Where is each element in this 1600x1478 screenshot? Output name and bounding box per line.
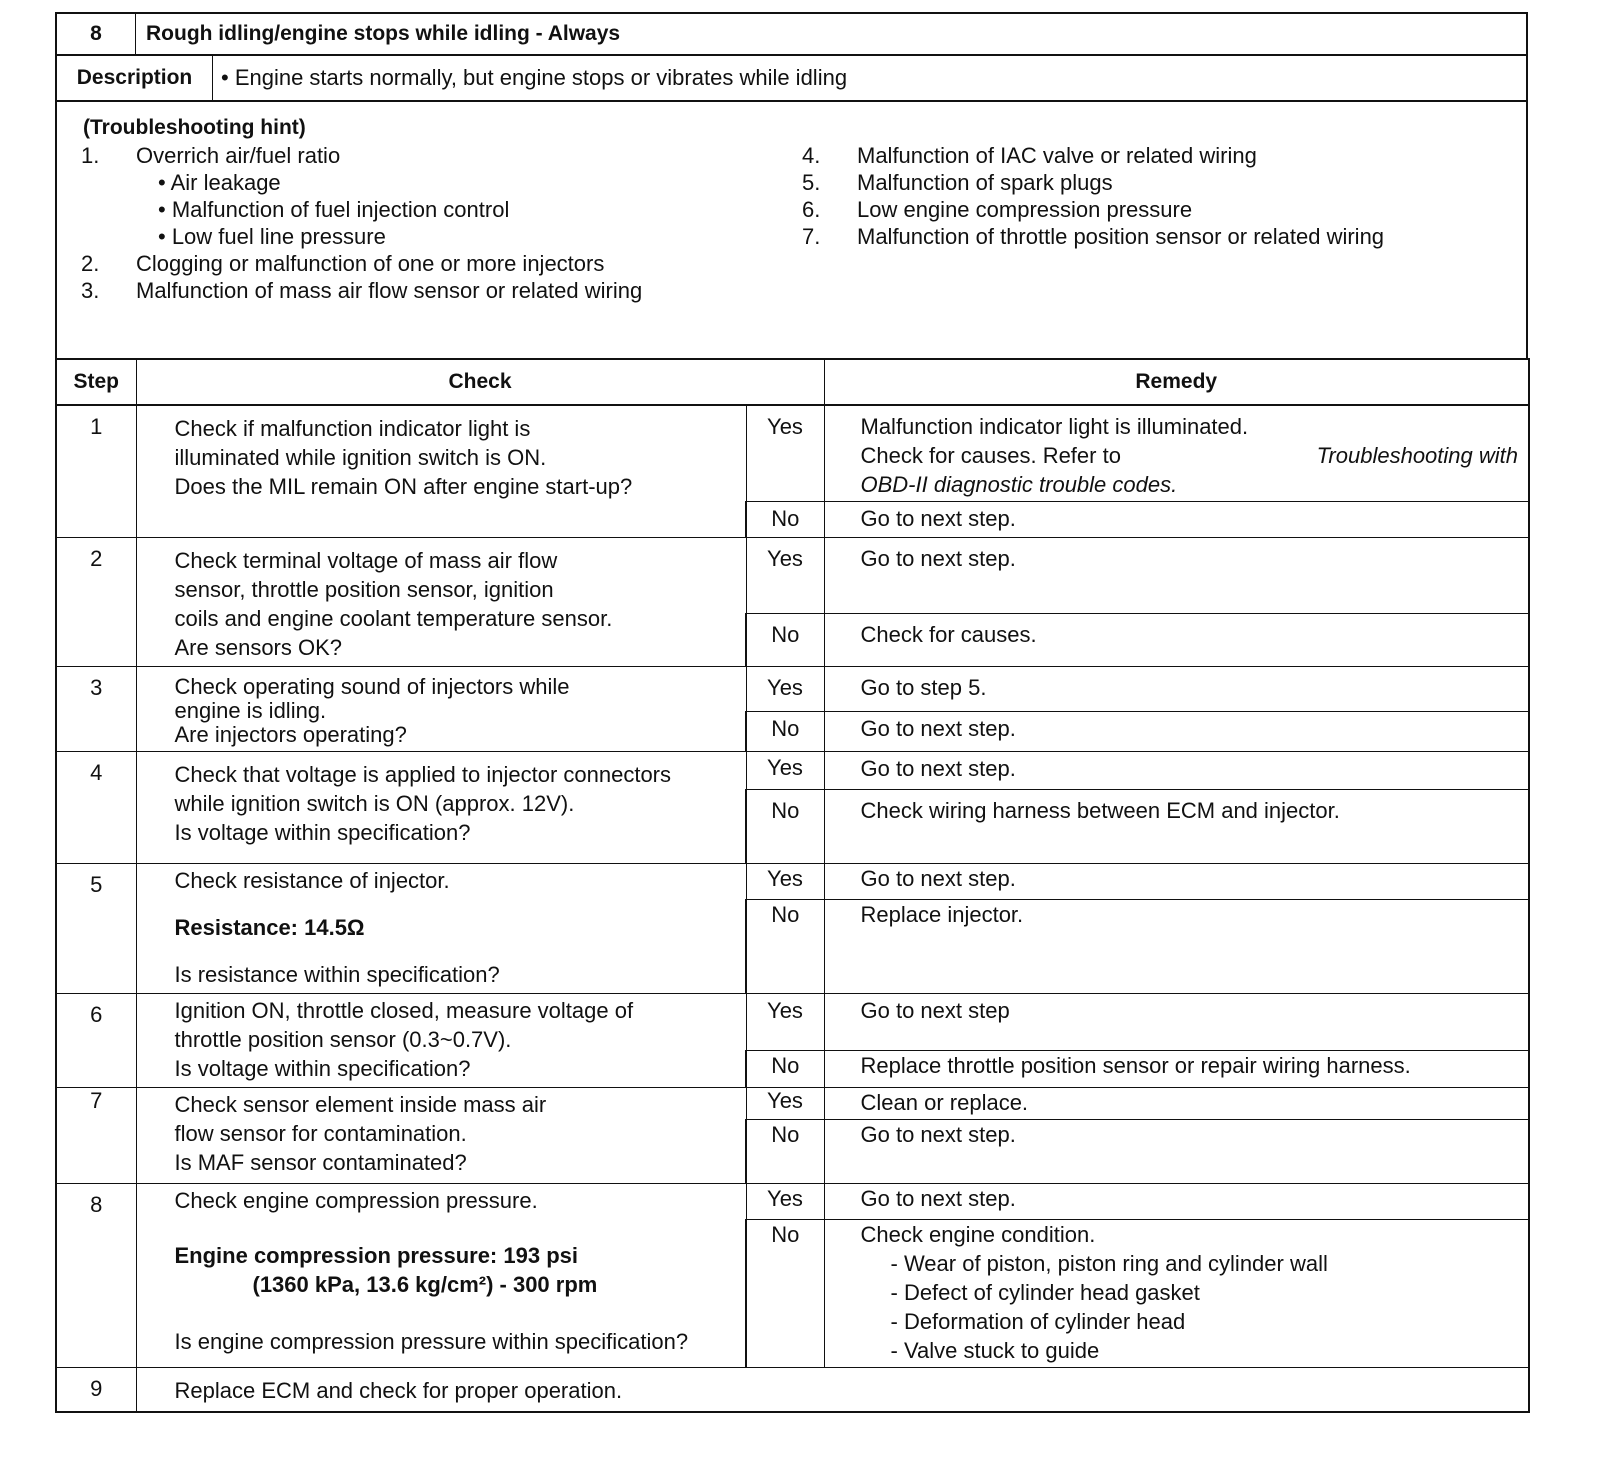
check-line: sensor, throttle position sensor, ignition: [174, 577, 554, 602]
hint-number: 7.: [802, 224, 821, 249]
check-line: Ignition ON, throttle closed, measure voltage of: [174, 998, 634, 1023]
check-line: Are injectors operating?: [174, 722, 407, 747]
check-line: Check operating sound of injectors while: [174, 674, 570, 699]
remedy-line: Check engine condition.: [860, 1222, 1096, 1247]
remedy-line: Malfunction indicator light is illuminated.: [860, 414, 1249, 439]
hint-text: Low engine compression pressure: [857, 197, 1193, 222]
no-label: No: [746, 502, 824, 538]
check-line: Check resistance of injector.: [174, 868, 450, 893]
hints-title: (Troubleshooting hint): [83, 116, 306, 139]
remedy-cell: Check for causes.: [824, 613, 1529, 666]
check-line: while ignition switch is ON (approx. 12V).: [174, 791, 575, 816]
hint-number: 1.: [81, 143, 100, 168]
check-line: engine is idling.: [174, 698, 327, 723]
table-row: [56, 864, 1529, 900]
check-cell: [136, 752, 746, 864]
remedy-cell: Go to next step: [824, 994, 1529, 1051]
no-label: No: [746, 790, 824, 864]
hint-number: 6.: [802, 197, 821, 222]
check-line: Check that voltage is applied to injector connectors: [174, 762, 672, 787]
step-number: 3: [56, 667, 136, 752]
step-number: 6: [56, 994, 136, 1088]
yes-label: Yes: [746, 994, 824, 1051]
check-line: Are sensors OK?: [174, 635, 343, 660]
remedy-subitem: - Defect of cylinder head gasket: [890, 1280, 1200, 1305]
check-line: Does the MIL remain ON after engine start-up?: [174, 474, 633, 499]
hint-text: Malfunction of IAC valve or related wiring: [857, 143, 1257, 168]
remedy-cell: Go to next step.: [824, 1184, 1529, 1220]
remedy-cell: Go to next step.: [824, 711, 1529, 751]
compression-spec: Engine compression pressure: 193 psi: [174, 1243, 578, 1268]
check-line: Check sensor element inside mass air: [174, 1092, 547, 1117]
symptom-title: Rough idling/engine stops while idling - Always: [146, 22, 621, 45]
remedy-cell: Replace throttle position sensor or repair wiring harness.: [824, 1051, 1529, 1088]
hint-number: 2.: [81, 251, 100, 276]
check-cell: [136, 864, 746, 994]
check-header: Check: [136, 359, 824, 405]
remedy-cell: Go to next step.: [824, 752, 1529, 790]
check-cell: [136, 667, 746, 752]
resistance-spec: Resistance: 14.5Ω: [174, 915, 365, 940]
yes-label: Yes: [746, 864, 824, 900]
yes-label: Yes: [746, 752, 824, 790]
table-row: [56, 1184, 1529, 1220]
table-row: [56, 1088, 1529, 1120]
no-label: No: [746, 900, 824, 994]
remedy-cell: Check wiring harness between ECM and injector.: [824, 790, 1529, 864]
symptom-number: 8: [57, 14, 136, 54]
remedy-cell: Go to step 5.: [824, 667, 1529, 712]
remedy-text: Check for causes. Refer to: [860, 443, 1121, 468]
reference-link[interactable]: Troubleshooting with: [1316, 443, 1518, 468]
troubleshooting-hints: [55, 102, 1528, 358]
hint-text: Malfunction of throttle position sensor or related wiring: [857, 224, 1385, 249]
check-question: Is resistance within specification?: [174, 962, 500, 987]
step-number: 8: [56, 1184, 136, 1368]
hint-number: 5.: [802, 170, 821, 195]
check-cell: [136, 1088, 746, 1184]
hint-item: [802, 223, 1384, 250]
check-line: Check terminal voltage of mass air flow: [174, 548, 558, 573]
description-row: [55, 56, 1528, 102]
remedy-line: [861, 470, 1519, 499]
hint-item: [81, 250, 642, 277]
step-header: Step: [56, 359, 136, 405]
hint-item: [802, 169, 1384, 196]
no-label: No: [746, 613, 824, 666]
no-label: No: [746, 711, 824, 751]
remedy-cell: [824, 405, 1529, 502]
yes-label: Yes: [746, 538, 824, 614]
hint-number: 4.: [802, 143, 821, 168]
troubleshooting-sheet: [55, 12, 1528, 1413]
symptom-header: [55, 12, 1528, 56]
hint-subitem: • Air leakage: [158, 170, 281, 195]
step-number: 9: [56, 1368, 136, 1412]
reference-link[interactable]: OBD-II diagnostic trouble codes.: [860, 472, 1178, 497]
table-header-row: [56, 359, 1529, 405]
yes-label: Yes: [746, 667, 824, 712]
step-number: 7: [56, 1088, 136, 1184]
yes-label: Yes: [746, 1088, 824, 1120]
hint-number: 3.: [81, 278, 100, 303]
check-line: flow sensor for contamination.: [174, 1121, 467, 1146]
hint-subitem: • Low fuel line pressure: [158, 224, 386, 249]
no-label: No: [746, 1051, 824, 1088]
hint-text: Malfunction of spark plugs: [857, 170, 1113, 195]
remedy-subitem: - Valve stuck to guide: [890, 1338, 1100, 1363]
check-cell: [136, 994, 746, 1088]
hints-left-column: [81, 142, 642, 304]
check-cell: [136, 1184, 746, 1368]
remedy-cell: Go to next step.: [824, 538, 1529, 614]
remedy-cell: Go to next step.: [824, 502, 1529, 538]
check-line: throttle position sensor (0.3~0.7V).: [174, 1027, 512, 1052]
check-line: Is MAF sensor contaminated?: [174, 1150, 467, 1175]
step-number: 1: [56, 405, 136, 538]
remedy-cell: Go to next step.: [824, 1120, 1529, 1184]
remedy-cell: Go to next step.: [824, 864, 1529, 900]
table-row: [56, 667, 1529, 712]
step-number: 5: [56, 864, 136, 994]
check-cell: Replace ECM and check for proper operation.: [136, 1368, 1529, 1412]
table-row: [56, 994, 1529, 1051]
check-line: illuminated while ignition switch is ON.: [174, 445, 547, 470]
remedy-subitem: - Wear of piston, piston ring and cylinder wall: [890, 1251, 1328, 1276]
no-label: No: [746, 1220, 824, 1368]
hint-item: [81, 277, 642, 304]
steps-table: [55, 358, 1530, 1413]
remedy-cell: [824, 1220, 1529, 1368]
remedy-cell: Clean or replace.: [824, 1088, 1529, 1120]
check-line: Is voltage within specification?: [174, 1056, 471, 1081]
description-text: • Engine starts normally, but engine stops or vibrates while idling: [221, 65, 848, 90]
hint-item: [802, 142, 1384, 169]
check-line: Is voltage within specification?: [174, 820, 471, 845]
table-row: [56, 752, 1529, 790]
yes-label: Yes: [746, 405, 824, 502]
check-cell: [136, 538, 746, 667]
check-line: Check engine compression pressure.: [174, 1188, 538, 1213]
description-label: Description: [57, 56, 213, 100]
hints-right-column: [802, 142, 1384, 250]
no-label: No: [746, 1120, 824, 1184]
compression-spec-units: (1360 kPa, 13.6 kg/cm²) - 300 rpm: [252, 1272, 598, 1297]
yes-label: Yes: [746, 1184, 824, 1220]
table-row: [56, 405, 1529, 502]
hint-item: [802, 196, 1384, 223]
hint-item: [81, 142, 642, 169]
check-line: coils and engine coolant temperature sensor.: [174, 606, 613, 631]
hint-subitem: • Malfunction of fuel injection control: [158, 197, 510, 222]
remedy-subitem: - Deformation of cylinder head: [890, 1309, 1186, 1334]
check-cell: [136, 405, 746, 538]
remedy-header: Remedy: [824, 359, 1529, 405]
hint-text: Overrich air/fuel ratio: [136, 143, 341, 168]
hint-text: Malfunction of mass air flow sensor or related wiring: [136, 278, 643, 303]
remedy-cell: Replace injector.: [824, 900, 1529, 994]
step-number: 2: [56, 538, 136, 667]
table-row: [56, 1368, 1529, 1412]
remedy-line: [861, 441, 1519, 470]
check-line: Check if malfunction indicator light is: [174, 416, 531, 441]
check-question: Is engine compression pressure within specification?: [174, 1329, 689, 1354]
step-number: 4: [56, 752, 136, 864]
hint-text: Clogging or malfunction of one or more injectors: [136, 251, 605, 276]
table-row: [56, 538, 1529, 614]
